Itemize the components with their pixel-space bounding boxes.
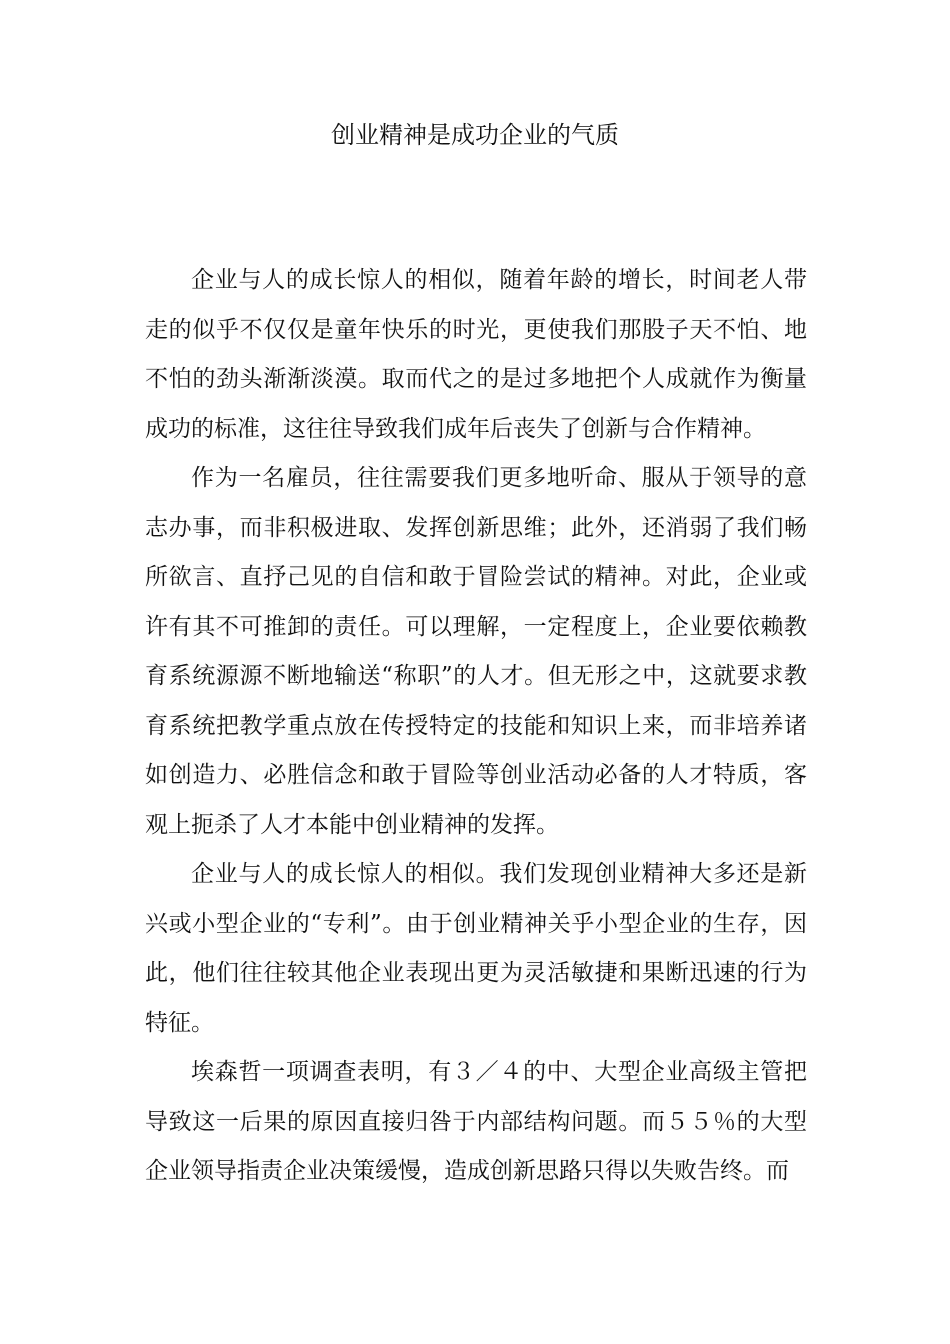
paragraph: 作为一名雇员，往往需要我们更多地听命、服从于领导的意志办事，而非积极进取、发挥创新思维；此外，还消弱了我们畅所欲言、直抒己见的自信和敢于冒险尝试的精神。对此，企业或许有其不可推卸的责任。可以理解，一定程度上，企业要依赖教育系统源源不断地输送“称职”的人才。但无形之中，这就要求教育系统把教学重点放在传授特定的技能和知识上来，而非培养诸如创造力、必胜信念和敢于冒险等创业活动必备的人才特质，客观上扼杀了人才本能中创业精神的发挥。 [145, 465, 807, 838]
document-title: 创业精神是成功企业的气质 [331, 121, 619, 149]
paragraph: 企业与人的成长惊人的相似，随着年龄的增长，时间老人带走的似乎不仅仅是童年快乐的时光，更使我们那股子天不怕、地不怕的劲头渐渐淡漠。取而代之的是过多地把个人成就作为衡量成功的标准，这往往导致我们成年后丧失了创新与合作精神。 [145, 267, 807, 442]
paragraph: 埃森哲一项调查表明，有３／４的中、大型企业高级主管把导致这一后果的原因直接归咎于内部结构问题。而５５％的大型企业领导指责企业决策缓慢，造成创新思路只得以失败告终。而 [145, 1059, 807, 1184]
document-body [145, 256, 807, 1197]
paragraph: 企业与人的成长惊人的相似。我们发现创业精神大多还是新兴或小型企业的“专利”。由于创业精神关乎小型企业的生存，因此，他们往往较其他企业表现出更为灵活敏捷和果断迅速的行为特征。 [145, 861, 807, 1036]
